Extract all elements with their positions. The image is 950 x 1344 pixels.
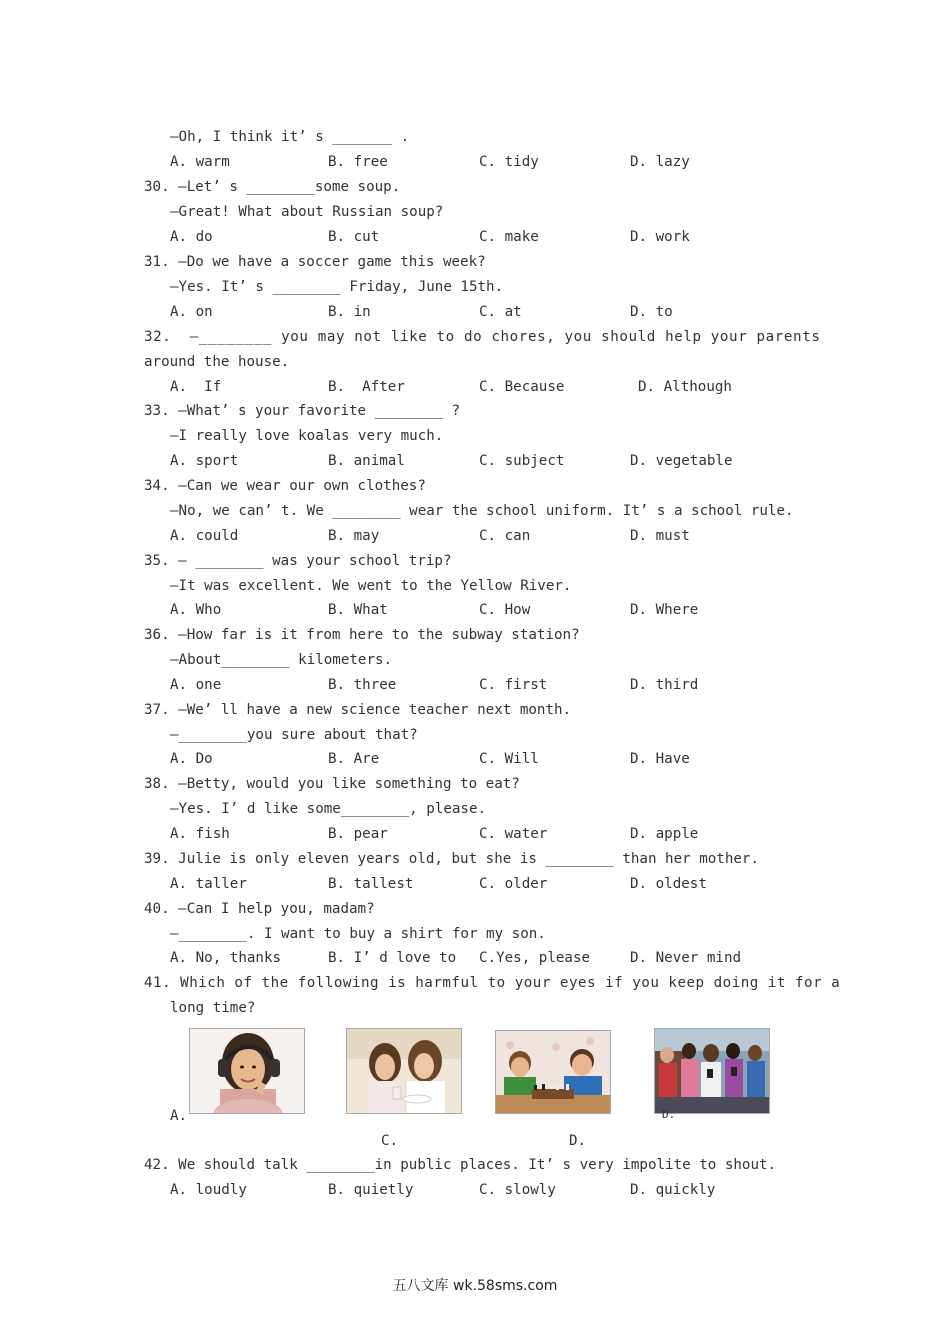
q38-option-d: D. apple bbox=[630, 826, 699, 842]
q37-option-c: C. Will bbox=[479, 751, 539, 767]
q42-stem: 42. We should talk ________in public places. It’ s very impolite to shout. bbox=[144, 1157, 777, 1173]
q29-option-c: C. tidy bbox=[479, 154, 539, 170]
photo-label-d: D. bbox=[569, 1133, 587, 1149]
q33-option-b: B. animal bbox=[328, 453, 405, 469]
q35-line2: —It was excellent. We went to the Yellow River. bbox=[170, 578, 572, 594]
photo-teens-phones bbox=[654, 1028, 770, 1114]
q40-option-d: D. Never mind bbox=[630, 950, 742, 966]
q39-option-d: D. oldest bbox=[630, 876, 707, 892]
q37-option-b: B. Are bbox=[328, 751, 380, 767]
q39-stem: 39. Julie is only eleven years old, but she is ________ than her mother. bbox=[144, 851, 759, 867]
q40-option-a: A. No, thanks bbox=[170, 950, 282, 966]
q32-stem: 32. —________ you may not like to do chores, you should help your parents bbox=[144, 329, 821, 345]
q37-line2: —________you sure about that? bbox=[170, 727, 418, 743]
q36-option-b: B. three bbox=[328, 677, 397, 693]
q31-option-c: C. at bbox=[479, 304, 522, 320]
photo-label-a: A. bbox=[170, 1108, 188, 1124]
q32-option-c: C. Because bbox=[479, 379, 565, 395]
q38-option-a: A. fish bbox=[170, 826, 230, 842]
q30-option-c: C. make bbox=[479, 229, 539, 245]
q38-line2: —Yes. I’ d like some________, please. bbox=[170, 801, 487, 817]
q31-option-b: B. in bbox=[328, 304, 371, 320]
q37-option-d: D. Have bbox=[630, 751, 690, 767]
q32-option-a: A. If bbox=[170, 379, 222, 395]
q33-line2: —I really love koalas very much. bbox=[170, 428, 444, 444]
q38-stem: 38. —Betty, would you like something to eat? bbox=[144, 776, 520, 792]
q32-line2: around the house. bbox=[144, 354, 290, 370]
q34-option-b: B. may bbox=[328, 528, 380, 544]
q40-line2: —________. I want to buy a shirt for my son. bbox=[170, 926, 546, 942]
q31-option-a: A. on bbox=[170, 304, 213, 320]
q30-stem: 30. —Let’ s ________some soup. bbox=[144, 179, 401, 195]
q36-stem: 36. —How far is it from here to the subway station? bbox=[144, 627, 580, 643]
q40-option-c: C.Yes, please bbox=[479, 950, 591, 966]
q32-option-b: B. After bbox=[328, 379, 405, 395]
q30-option-d: D. work bbox=[630, 229, 690, 245]
footer-watermark: 五八文库 wk.58sms.com bbox=[392, 1278, 558, 1294]
q34-line2: —No, we can’ t. We ________ wear the school uniform. It’ s a school rule. bbox=[170, 503, 794, 519]
q39-option-c: C. older bbox=[479, 876, 548, 892]
q31-line2: —Yes. It’ s ________ Friday, June 15th. bbox=[170, 279, 504, 295]
q30-option-a: A. do bbox=[170, 229, 213, 245]
q34-option-a: A. could bbox=[170, 528, 239, 544]
photo-boys-chess bbox=[495, 1030, 611, 1114]
q31-option-d: D. to bbox=[630, 304, 673, 320]
q39-option-b: B. tallest bbox=[328, 876, 414, 892]
q40-stem: 40. —Can I help you, madam? bbox=[144, 901, 375, 917]
q29-option-d: D. lazy bbox=[630, 154, 690, 170]
q38-option-c: C. water bbox=[479, 826, 548, 842]
q41-line2: long time? bbox=[170, 1000, 256, 1016]
q30-line2: —Great! What about Russian soup? bbox=[170, 204, 444, 220]
q34-stem: 34. —Can we wear our own clothes? bbox=[144, 478, 426, 494]
q41-stem: 41. Which of the following is harmful to your eyes if you keep doing it for a bbox=[144, 975, 841, 991]
q42-option-a: A. loudly bbox=[170, 1182, 247, 1198]
photo-label-d-small: D. bbox=[662, 1108, 676, 1121]
q36-option-c: C. first bbox=[479, 677, 548, 693]
q36-option-a: A. one bbox=[170, 677, 222, 693]
photo-label-c: C. bbox=[381, 1133, 399, 1149]
q33-stem: 33. —What’ s your favorite ________ ? bbox=[144, 403, 461, 419]
q42-option-d: D. quickly bbox=[630, 1182, 716, 1198]
q33-option-c: C. subject bbox=[479, 453, 565, 469]
q30-option-b: B. cut bbox=[328, 229, 380, 245]
q35-option-d: D. Where bbox=[630, 602, 699, 618]
q29-answer-line: —Oh, I think it’ s _______ . bbox=[170, 129, 410, 145]
q31-stem: 31. —Do we have a soccer game this week? bbox=[144, 254, 486, 270]
q35-option-b: B. What bbox=[328, 602, 388, 618]
photo-girls-chatting bbox=[346, 1028, 462, 1114]
q37-option-a: A. Do bbox=[170, 751, 213, 767]
q32-option-d: D. Although bbox=[638, 379, 732, 395]
q34-option-d: D. must bbox=[630, 528, 690, 544]
q29-option-b: B. free bbox=[328, 154, 388, 170]
q36-option-d: D. third bbox=[630, 677, 699, 693]
q36-line2: —About________ kilometers. bbox=[170, 652, 393, 668]
q42-option-b: B. quietly bbox=[328, 1182, 414, 1198]
photo-girl-headphones bbox=[189, 1028, 305, 1114]
q35-stem: 35. — ________ was your school trip? bbox=[144, 553, 452, 569]
q29-option-a: A. warm bbox=[170, 154, 230, 170]
q34-option-c: C. can bbox=[479, 528, 531, 544]
q39-option-a: A. taller bbox=[170, 876, 247, 892]
q35-option-a: A. Who bbox=[170, 602, 222, 618]
q37-stem: 37. —We’ ll have a new science teacher next month. bbox=[144, 702, 572, 718]
q38-option-b: B. pear bbox=[328, 826, 388, 842]
q40-option-b: B. I’ d love to bbox=[328, 950, 457, 966]
q35-option-c: C. How bbox=[479, 602, 531, 618]
q33-option-a: A. sport bbox=[170, 453, 239, 469]
q42-option-c: C. slowly bbox=[479, 1182, 556, 1198]
q33-option-d: D. vegetable bbox=[630, 453, 733, 469]
